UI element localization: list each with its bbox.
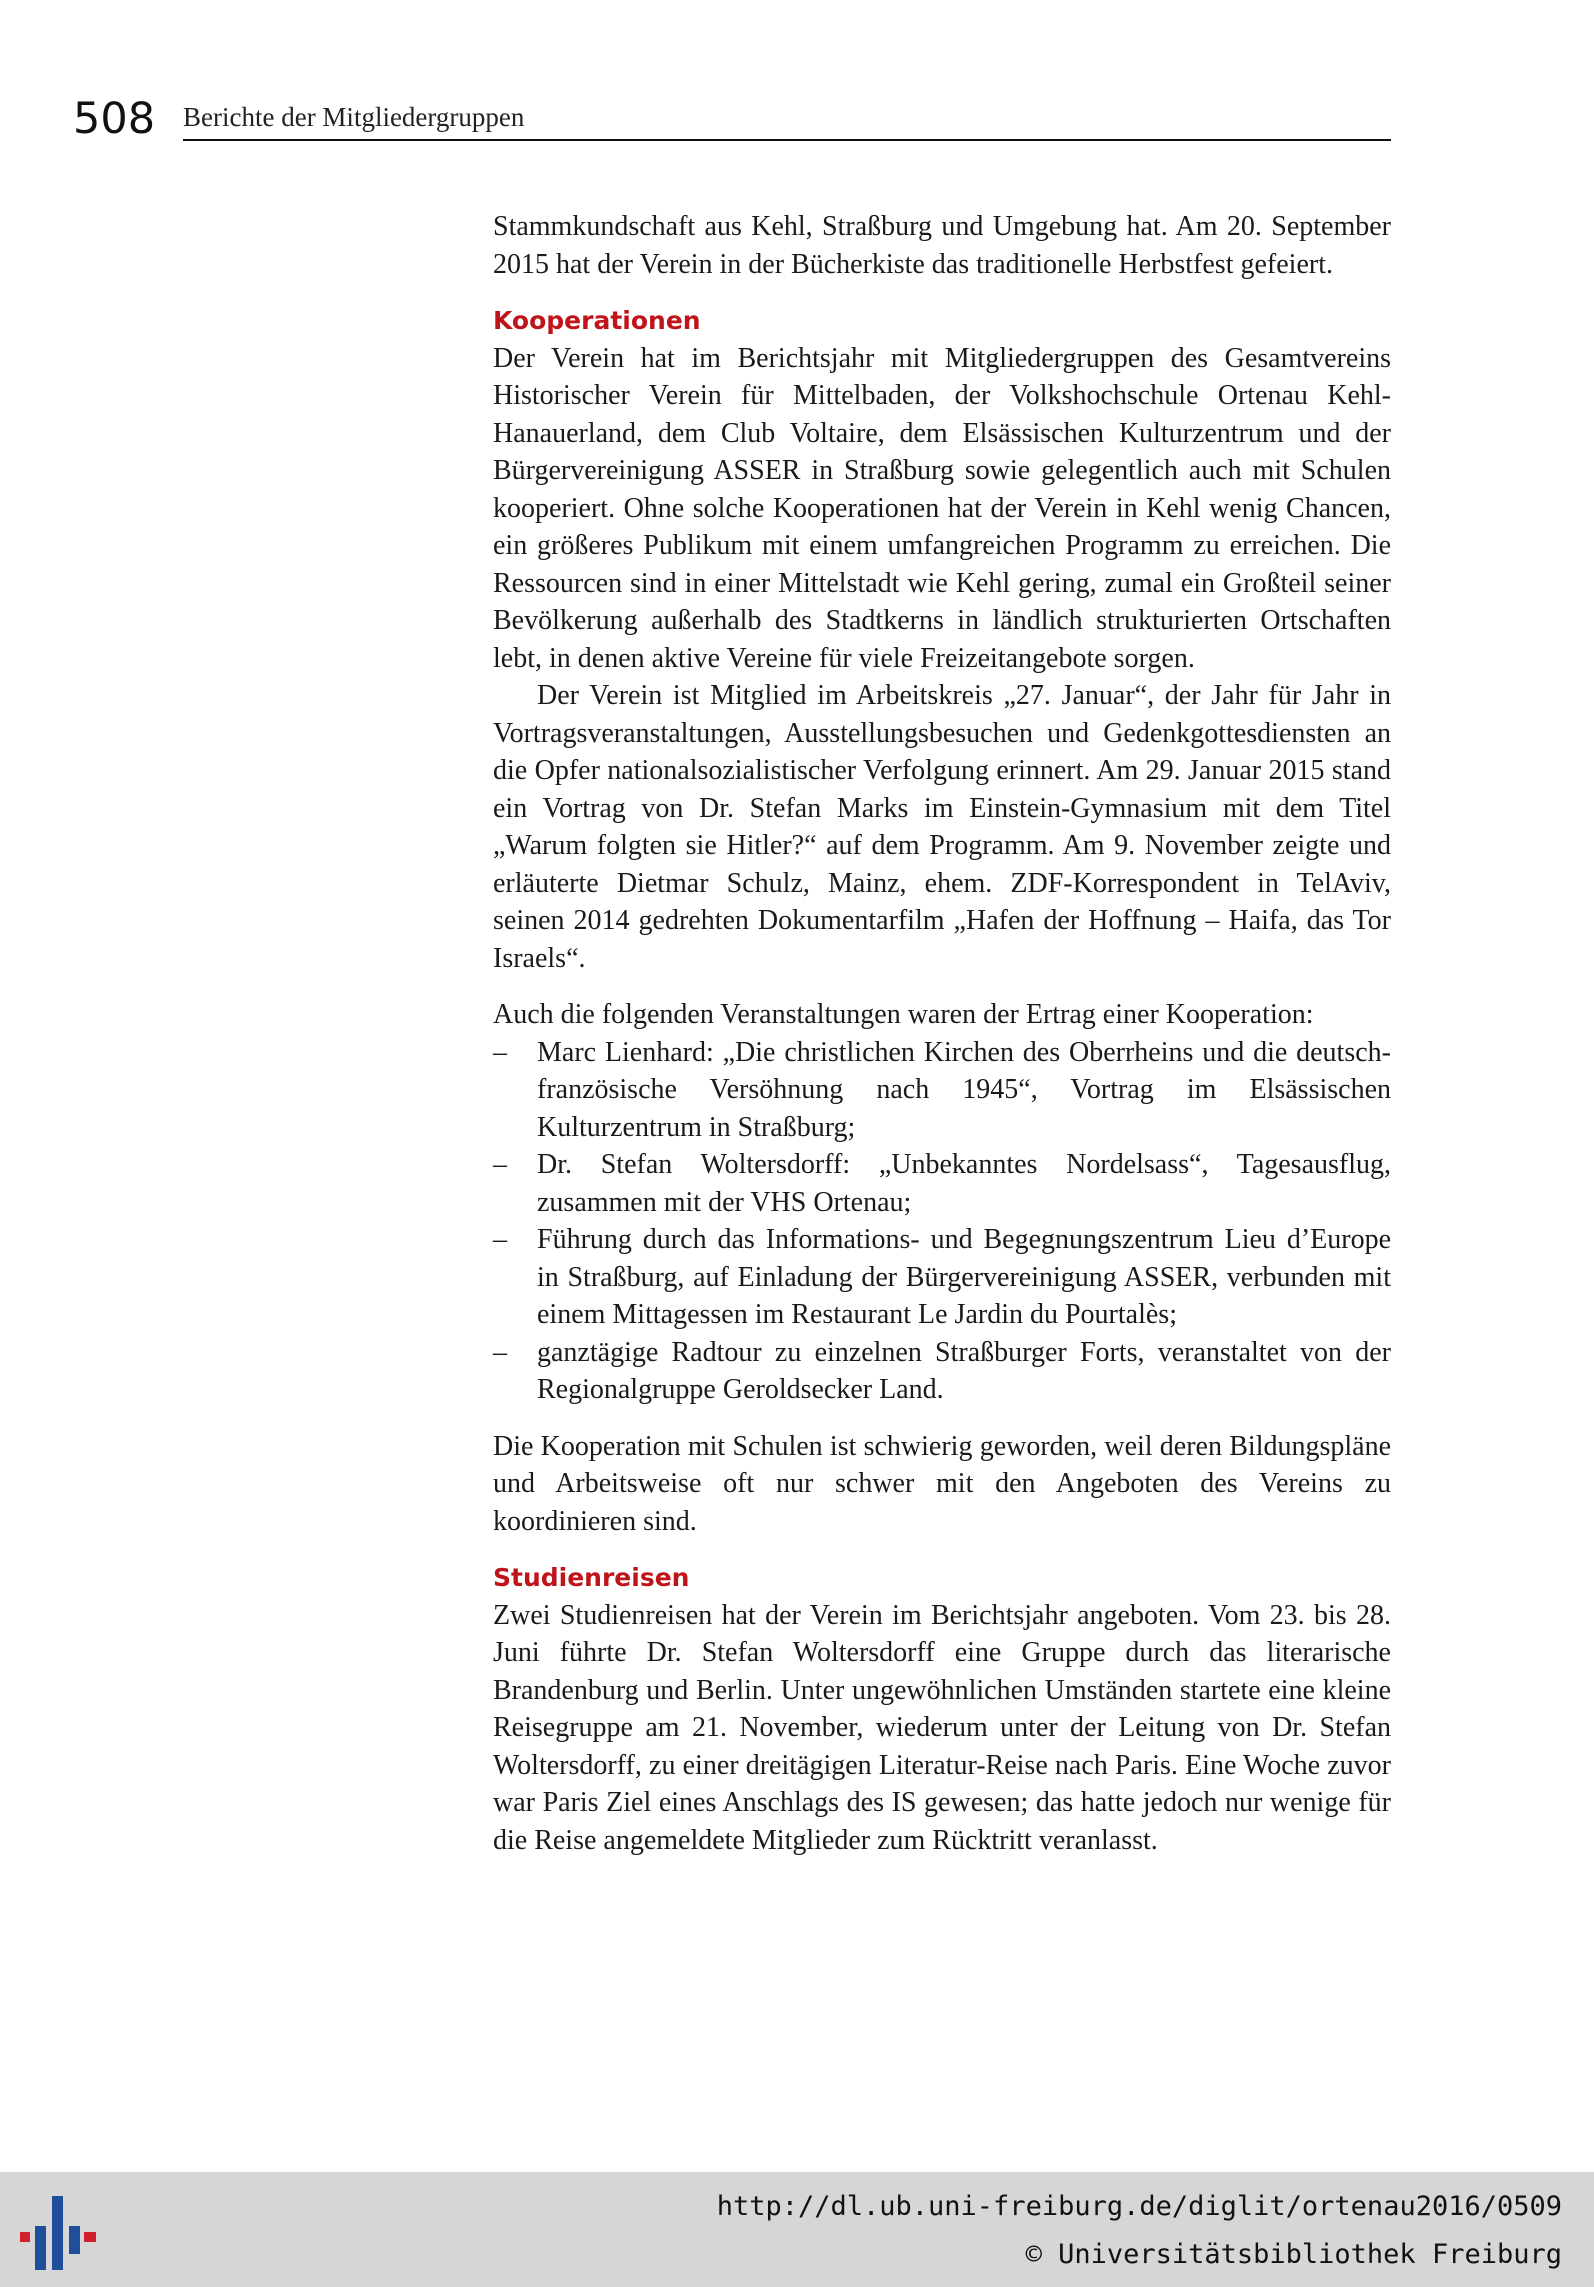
text-column (493, 208, 1391, 1859)
list-item (493, 1221, 1391, 1334)
list-item (493, 1146, 1391, 1221)
studienreisen-paragraph-1: Zwei Studienreisen hat der Verein im Berichtsjahr angeboten. Vom 23. bis 28. Juni führte Dr. Stefan Woltersdorff eine Gruppe durch das literarische Brandenburg und Berlin. Unter ungewöhnlichen Umständen startete eine kleine Reisegruppe am 21. November, wiederum unter der Leitung von Dr. Stefan Woltersdorff, zu einer dreitägigen Literatur-Reise nach Paris. Eine Woche zuvor war Paris Ziel eines Anschlags des IS gewesen; das hatte jedoch nur wenige für die Reise angemeldete Mitglieder zum Rücktritt veranlasst. (493, 1599, 1391, 1856)
list-intro: Auch die folgenden Veranstaltungen waren der Ertrag einer Kooperation: (493, 999, 1314, 1030)
list-item-text: Dr. Stefan Woltersdorff: „Unbekanntes Nordelsass“, Tagesausflug, zusammen mit der VHS Ortenau; (537, 1149, 1391, 1218)
page-header (73, 94, 1391, 144)
intro-paragraph: Stammkundschaft aus Kehl, Straßburg und Umgebung hat. Am 20. September 2015 hat der Verein in der Bücherkiste das traditionelle Herbstfest gefeiert. (493, 211, 1391, 280)
kooperationen-paragraph-1: Der Verein hat im Berichtsjahr mit Mitgliedergruppen des Gesamtvereins Historischer Verein für Mittelbaden, der Volkshochschule Ortenau Kehl-Hanauerland, dem Club Voltaire, dem Elsässischen Kulturzentrum und der Bürgervereinigung ASSER in Straßburg sowie gelegentlich auch mit Schulen kooperiert. Ohne solche Kooperationen hat der Verein in Kehl wenig Chancen, ein größeres Publikum mit einem umfangreichen Programm zu erreichen. Die Ressourcen sind in einer Mittelstadt wie Kehl gering, zumal ein Großteil seiner Bevölkerung außerhalb des Stadtkerns in ländlich strukturierten Ortschaften lebt, in denen aktive Vereine für viele Freizeitangebote sorgen. (493, 342, 1391, 674)
dash-bullet: – (493, 1336, 507, 1368)
ub-freiburg-logo-icon (20, 2190, 100, 2276)
section-heading-kooperationen: Kooperationen (493, 306, 701, 335)
page-number: 508 (73, 94, 156, 144)
dash-bullet: – (493, 1224, 507, 1255)
footer-band (0, 2172, 1594, 2287)
kooperationen-paragraph-3: Die Kooperation mit Schulen ist schwierig geworden, weil deren Bildungspläne und Arbeitsweise oft nur schwer mit den Angeboten des Vereins zu koordinieren sind. (493, 1430, 1391, 1537)
copyright-notice: © Universitätsbibliothek Freiburg (1025, 2239, 1562, 2270)
dash-bullet: – (493, 1036, 507, 1068)
kooperationen-paragraph-2: Der Verein ist Mitglied im Arbeitskreis „27. Januar“, der Jahr für Jahr in Vortragsveranstaltungen, Ausstellungsbesuchen und Gedenkgottesdiensten an die Opfer nationalsozialistischer Verfolgung erinnert. Am 29. Januar 2015 stand ein Vortrag von Dr. Stefan Marks im Einstein-Gymnasium mit dem Titel „Warum folgten sie Hitler?“ auf dem Programm. Am 9. November zeigte und erläuterte Dietmar Schulz, Mainz, ehem. ZDF-Korrespondent in TelAviv, seinen 2014 gedrehten Dokumentarfilm „Hafen der Hoffnung – Haifa, das Tor Israels“. (493, 680, 1391, 974)
section-heading-studienreisen: Studienreisen (493, 1563, 690, 1592)
list-item (493, 1034, 1391, 1147)
list-item-text: Führung durch das Informations- und Begegnungszentrum Lieu d’Europe in Straßburg, auf Einladung der Bürgervereinigung ASSER, verbunden mit einem Mittagessen im Restaurant Le Jardin du Pourtalès; (537, 1224, 1391, 1330)
event-list (493, 1034, 1391, 1409)
header-rule (183, 139, 1391, 141)
running-title: Berichte der Mitgliedergruppen (183, 102, 525, 132)
dash-bullet: – (493, 1149, 507, 1180)
list-item (493, 1334, 1391, 1409)
source-url-link[interactable]: http://dl.ub.uni-freiburg.de/diglit/ortenau2016/0509 (716, 2191, 1562, 2222)
list-item-text: Marc Lienhard: „Die christlichen Kirchen des Oberrheins und die deutsch-französische Versöhnung nach 1945“, Vortrag im Elsässischen Kulturzentrum in Straßburg; (537, 1036, 1391, 1143)
list-item-text: ganztägige Radtour zu einzelnen Straßburger Forts, veranstaltet von der Regionalgruppe Geroldsecker Land. (537, 1336, 1391, 1405)
